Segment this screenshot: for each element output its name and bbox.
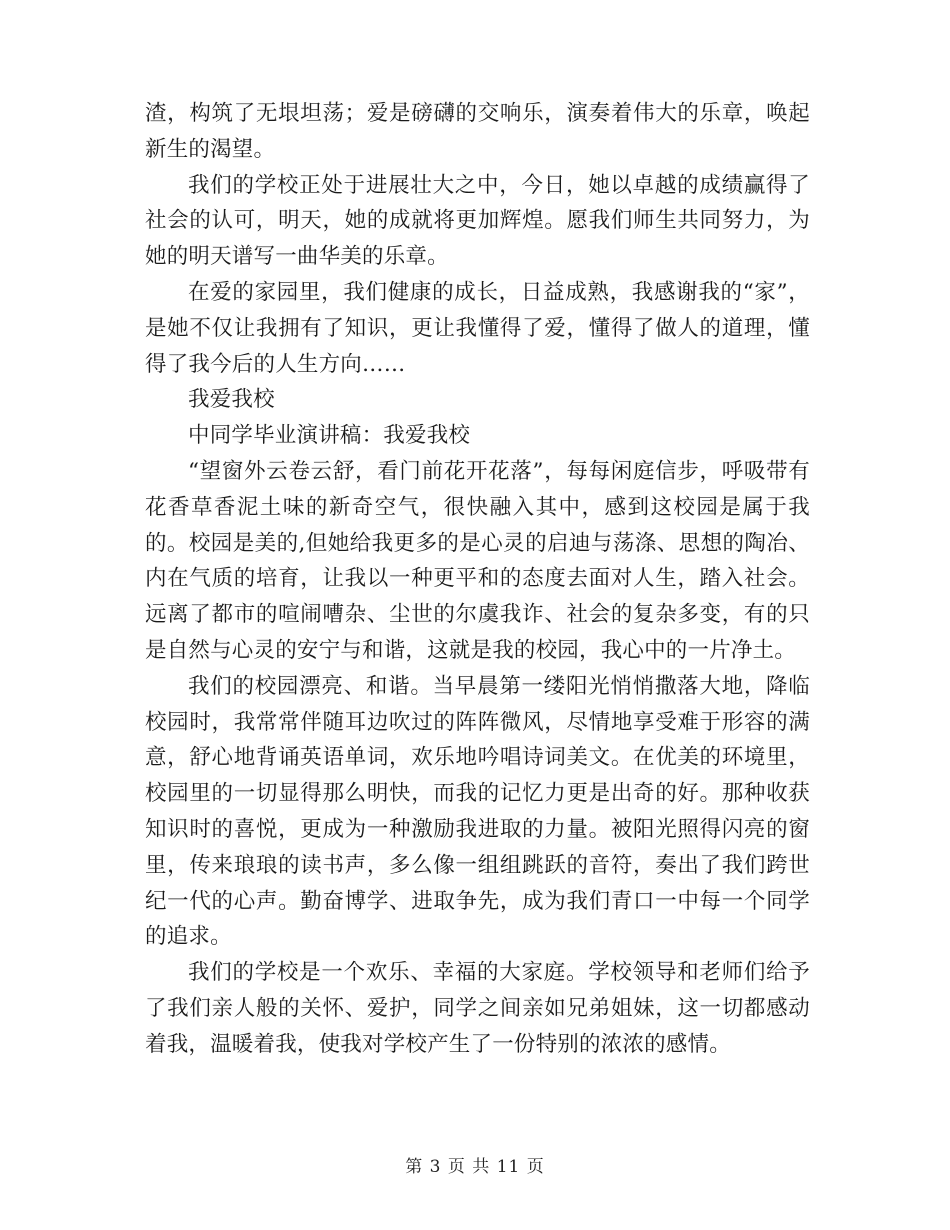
paragraph-1: 渣，构筑了无垠坦荡；爱是磅礴的交响乐，演奏着伟大的乐章，唤起新生的渴望。 [145, 101, 810, 162]
speech-title: 中同学毕业演讲稿：我爱我校 [188, 423, 471, 449]
section-title: 我爱我校 [188, 387, 275, 413]
paragraph-6: “望窗外云卷云舒，看门前花开花落”，每每闲庭信步，呼吸带有花香草香泥土味的新奇空气，很快融入其中，感到这校园是属于我的。校园是美的,但她给我更多的是心灵的启迪与荡涤、思想的陶冶、内在气质的培育，让我以一种更平和的态度去面对人生，踏入社会。远离了都市的喧闹嘈杂、尘世的尔虞我诈、社会的复杂多变，有的只是自然与心灵的安宁与和谐，这就是我的校园，我心中的一片净土。 [145, 458, 810, 663]
paragraph-3: 在爱的家园里，我们健康的成长，日益成熟，我感谢我的“家”，是她不仅让我拥有了知识，更让我懂得了爱，懂得了做人的道理，懂得了我今后的人生方向…… [145, 279, 810, 377]
page-number-footer: 第 3 页 共 11 页 [405, 1157, 545, 1177]
paragraph-2: 我们的学校正处于进展壮大之中，今日，她以卓越的成绩赢得了社会的认可，明天，她的成就将更加辉煌。愿我们师生共同努力，为她的明天谱写一曲华美的乐章。 [145, 172, 810, 270]
paragraph-8: 我们的学校是一个欢乐、幸福的大家庭。学校领导和老师们给予了我们亲人般的关怀、爱护，同学之间亲如兄弟姐妹，这一切都感动着我，温暖着我，使我对学校产生了一份特别的浓浓的感情。 [145, 960, 810, 1057]
document-body [145, 96, 810, 1063]
paragraph-7: 我们的校园漂亮、和谐。当早晨第一缕阳光悄悄撒落大地，降临校园时，我常常伴随耳边吹过的阵阵微风，尽情地享受难于形容的满意，舒心地背诵英语单词，欢乐地吟唱诗词美文。在优美的环境里，校园里的一切显得那么明快，而我的记忆力更是出奇的好。那种收获知识时的喜悦，更成为一种激励我进取的力量。被阳光照得闪亮的窗里，传来琅琅的读书声，多么像一组组跳跃的音符，奏出了我们跨世纪一代的心声。勤奋博学、进取争先，成为我们青口一中每一个同学的追求。 [145, 673, 810, 950]
